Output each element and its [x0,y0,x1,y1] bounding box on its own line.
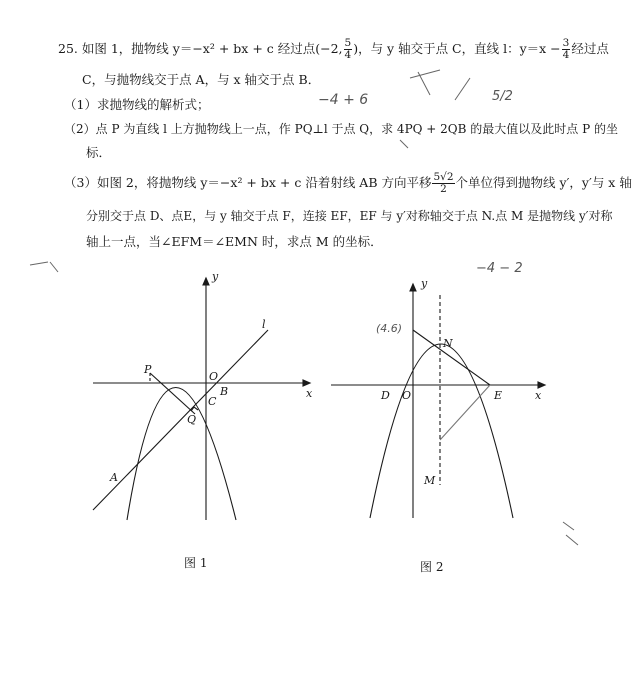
question-3-line-3: 轴上一点，当∠EFM＝∠EMN 时，求点 M 的坐标． [86,234,383,249]
question-2-line-2: 标． [86,145,112,160]
fig1-label-x: x [306,387,313,400]
fig1-label-C: C [208,395,217,408]
fig1-line-l [93,330,268,510]
scribble-3 [30,262,58,272]
fig2-label-E: E [494,389,503,402]
fig1-x-arrow [303,380,310,386]
fig1-label-O: O [209,370,219,383]
fig2-label-D: D [381,389,390,402]
fig1-label-A: A [110,471,118,484]
figure-2 [331,284,545,518]
question-3-text-b: 个单位得到抛物线 y′，y′与 x 轴 [455,175,632,190]
handwritten-note-1: −4 + 6 [318,92,369,108]
question-1: （1）求抛物线的解析式； [64,97,210,112]
problem-number: 25. [58,41,78,56]
figure-2-labels [380,277,542,487]
scribble-2 [400,140,408,148]
line-fraction-numerator: 3 [562,37,570,49]
fig1-parabola [127,388,236,521]
fig2-label-N: N [443,337,453,350]
line-fraction-denominator: 4 [562,49,570,61]
fig2-y-arrow [410,284,416,291]
handwritten-note-4: (4.6) [376,322,403,335]
fig1-label-y: y [212,270,219,283]
question-3-line-2: 分别交于点 D、点E，与 y 轴交于点 F，连接 EF，EF 与 y′对称轴交于点 N.点 M 是抛物线 y′对称 [86,209,613,223]
shift-fraction-denominator: 2 [440,183,447,195]
problem-line-2: C，与抛物线交于点 A，与 x 轴交于点 B． [82,72,321,87]
figure-1 [93,278,310,520]
point-fraction-denominator: 4 [344,49,352,61]
fig2-label-O: O [402,389,412,402]
fig2-segment-EM [440,385,490,440]
fig1-label-l: l [262,318,266,331]
problem-text-1c: 经过点 [571,41,609,56]
fig2-label-y: y [421,277,428,290]
fig2-x-arrow [538,382,545,388]
point-fraction-numerator: 5 [344,37,352,49]
figure-2-caption: 图 2 [420,560,444,574]
scribble-4 [563,522,578,545]
fig2-parabola [370,344,513,518]
figure-1-caption: 图 1 [184,556,208,570]
problem-text-1a: 如图 1，抛物线 y＝−x² + bx + c 经过点(−2, [81,41,343,56]
figure-1-labels [109,270,313,484]
problem-text-1b: )，与 y 轴交于点 C，直线 l：y＝x − [353,41,561,56]
fig2-label-M: M [424,474,436,487]
fig1-y-arrow [203,278,209,285]
handwritten-note-2: 5/2 [492,89,513,104]
question-3-text-a: （3）如图 2，将抛物线 y＝−x² + bx + c 沿着射线 AB 方向平移 [64,175,432,190]
scribble-1 [410,70,470,100]
handwritten-note-3: −4 − 2 [476,261,523,276]
question-2-line-1: （2）点 P 为直线 l 上方抛物线上一点，作 PQ⊥l 于点 Q，求 4PQ + 2QB 的最大值以及此时点 P 的坐 [64,122,618,136]
fig1-label-P: P [144,363,152,376]
fig1-label-Q: Q [187,413,197,426]
fig1-label-B: B [220,385,229,398]
shift-fraction-numerator: 5√2 [433,171,454,183]
fig2-label-x: x [535,389,542,402]
